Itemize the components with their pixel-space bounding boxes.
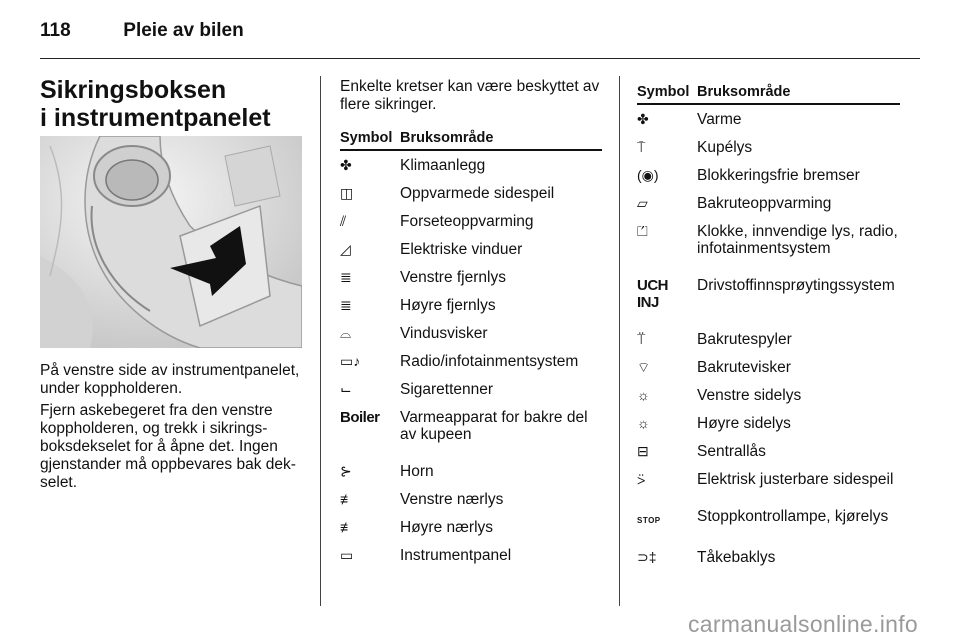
usage-text: Radio/infotainmentsystem: [400, 353, 579, 370]
instruction-paragraph: Fjern askebegeret fra den venstre koppholderen, og trekk i sikringsboksdekselet for å åpne det. Ingen gjenstander må oppbevares bak dekselet.: [40, 402, 296, 491]
table-row: [637, 409, 900, 437]
table-row: [340, 235, 602, 263]
table-row: [340, 263, 602, 291]
usage-text: Bakrutespyler: [697, 331, 792, 348]
middle-table-header: [340, 124, 602, 151]
high-beam-left-icon: ≣: [340, 269, 352, 285]
usage-text: Tåkebaklys: [697, 549, 776, 566]
side-light-left-icon: ☼: [637, 387, 650, 403]
table-row: [637, 353, 900, 381]
table-row: [637, 465, 900, 502]
location-paragraph: På venstre side av instrumentpanelet, under koppholderen.: [40, 362, 300, 397]
table-row: [637, 133, 900, 161]
fan-icon: ✤: [340, 157, 352, 173]
table-row: [637, 502, 900, 543]
usage-text: Sigarettenner: [400, 381, 494, 398]
usage-text: Vindusvisker: [400, 325, 488, 342]
right-table-header: [637, 78, 900, 105]
col-symbol-header: Symbol: [637, 84, 690, 100]
middle-column: [340, 78, 602, 569]
instrument-panel-icon: ▭: [340, 547, 354, 563]
col-symbol-header: Symbol: [340, 130, 393, 146]
symbol-label: Boiler: [340, 409, 380, 426]
col-use-header: Bruksområde: [697, 84, 791, 100]
table-row: [637, 381, 900, 409]
symbol-label: STOP: [637, 516, 661, 525]
usage-text: Varme: [697, 111, 742, 128]
table-row: [340, 291, 602, 319]
usage-text: Høyre nærlys: [400, 519, 494, 536]
col-use-header: Bruksområde: [400, 130, 494, 146]
table-row: [340, 485, 602, 513]
radio-icon: ▭♪: [340, 353, 361, 369]
usage-text: Varmeapparat for bakre del av kupeen: [400, 409, 588, 443]
chapter-title: Pleie av bilen: [123, 20, 244, 41]
low-beam-right-icon: ≢: [340, 519, 354, 535]
table-row: [340, 403, 602, 457]
usage-text: Instrumentpanel: [400, 547, 512, 564]
usage-text: Blokkeringsfrie bremser: [697, 167, 860, 184]
usage-text: Bakrutevisker: [697, 359, 791, 376]
section-title: [40, 76, 305, 132]
usage-text: Bakruteoppvarming: [697, 195, 832, 212]
table-row: [637, 271, 900, 325]
central-locking-icon: ⊟: [637, 443, 649, 459]
abs-icon: (◉): [637, 167, 659, 183]
table-row: [340, 319, 602, 347]
table-row: [340, 179, 602, 207]
section-title-line1: Sikringsboksen: [40, 76, 227, 104]
usage-text: Venstre sidelys: [697, 387, 802, 404]
usage-text: Elektriske vinduer: [400, 241, 523, 258]
table-row: [637, 217, 900, 271]
middle-table-body: [340, 151, 602, 569]
table-row: [340, 207, 602, 235]
table-row: [637, 189, 900, 217]
high-beam-right-icon: ≣: [340, 297, 352, 313]
page-number: 118: [40, 20, 71, 41]
usage-text: Høyre sidelys: [697, 415, 791, 432]
table-row: [637, 325, 900, 353]
table-row: [637, 161, 900, 189]
table-row: [340, 347, 602, 375]
side-light-right-icon: ☼: [637, 415, 650, 431]
low-beam-left-icon: ≢: [340, 491, 354, 507]
watermark: carmanualsonline.info: [687, 611, 918, 637]
usage-text: Venstre fjernlys: [400, 269, 506, 286]
usage-text: Venstre nærlys: [400, 491, 504, 508]
table-row: [340, 457, 602, 485]
usage-text: Sentrallås: [697, 443, 766, 460]
right-column: [637, 78, 900, 571]
heated-mirror-icon: ◫: [340, 185, 354, 201]
heated-windscreen-icon: ⫽: [340, 213, 347, 229]
table-row: [637, 105, 900, 133]
usage-text: Drivstoffinnsprøytingssystem: [697, 277, 895, 294]
column-divider-1: [320, 76, 321, 606]
table-row: [340, 375, 602, 403]
table-row: [340, 513, 602, 541]
usage-text: Oppvarmede sidespeil: [400, 185, 555, 202]
interior-light-icon: ⍑: [637, 139, 646, 155]
symbol-label: UCH INJ: [637, 277, 668, 311]
header-rule: [40, 58, 920, 59]
usage-text: Horn: [400, 463, 434, 480]
horn-icon: ⊱: [340, 463, 352, 479]
clock-icon: ⏍: [637, 223, 648, 239]
usage-text: Høyre fjernlys: [400, 297, 496, 314]
usage-text: Klimaanlegg: [400, 157, 486, 174]
usage-text: Elektrisk justerbare sidespeil: [697, 471, 894, 488]
rear-washer-icon: ⍡: [637, 331, 646, 347]
fog-light-icon: ⊃‡: [637, 549, 657, 565]
heating-icon: ✤: [637, 111, 649, 127]
rear-wiper-icon: ⌔: [637, 359, 651, 375]
table-row: [340, 151, 602, 179]
fuse-box-photo: [40, 136, 302, 348]
rear-window-heating-icon: ▱: [637, 195, 648, 211]
cigarette-lighter-icon: ⌙: [340, 381, 352, 397]
usage-text: Forseteoppvarming: [400, 213, 534, 230]
right-table-body: [637, 105, 900, 571]
wiper-icon: ⌓: [340, 325, 352, 341]
section-title-line2: i instrumentpanelet: [40, 104, 271, 132]
usage-text: Klokke, innvendige lys, radio, infotainmentsystem: [697, 223, 898, 257]
usage-text: Kupélys: [697, 139, 753, 156]
intro-text: Enkelte kretser kan være beskyttet av flere sikringer.: [340, 78, 600, 113]
column-divider-2: [619, 76, 620, 606]
electric-mirror-icon: ⍩: [637, 471, 646, 487]
table-row: [340, 541, 602, 569]
table-row: [637, 437, 900, 465]
power-window-icon: ◿: [340, 241, 351, 257]
table-row: [637, 543, 900, 571]
usage-text: Stoppkontrollampe, kjørelys: [697, 508, 889, 525]
page-header: [40, 20, 244, 42]
